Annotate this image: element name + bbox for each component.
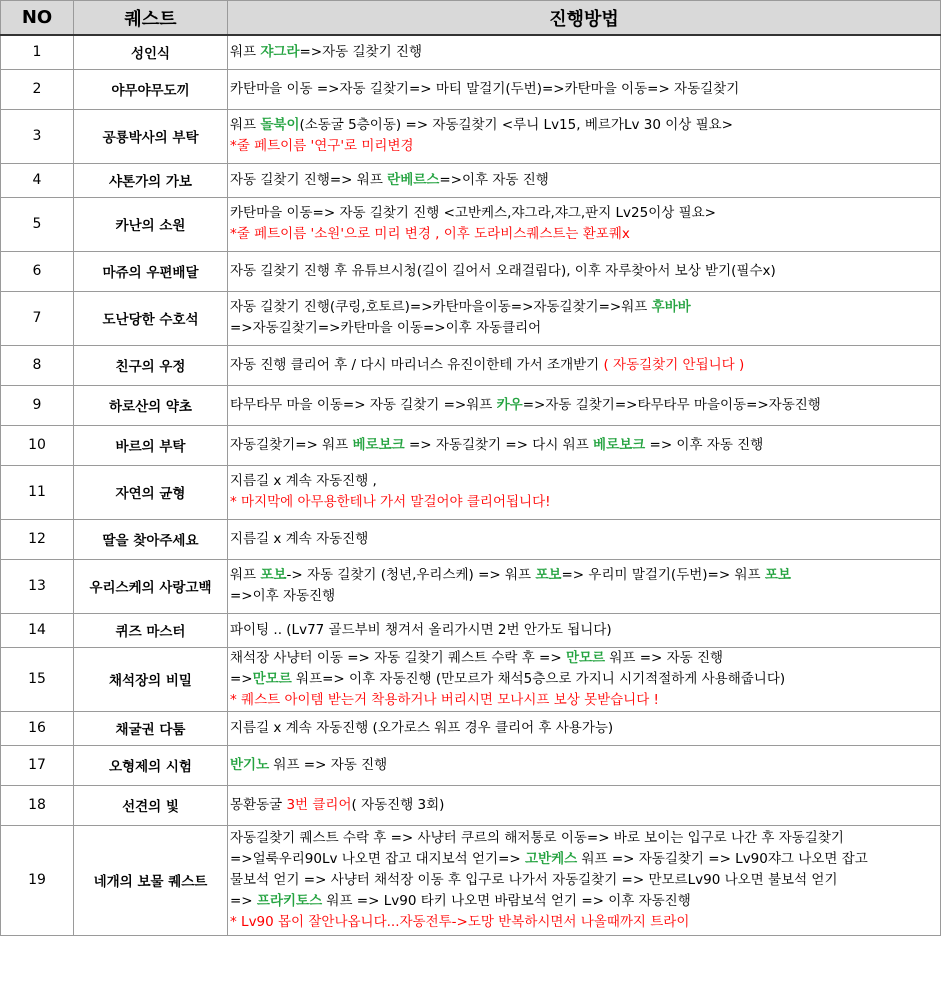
table-row [1, 711, 941, 745]
warp-target-text: 프라키토스 [256, 892, 323, 909]
warp-target-text: 포보 [764, 567, 791, 583]
quest-name: 자연의 균형 [74, 465, 228, 519]
method-text: =>이후 자동진행 [230, 588, 336, 604]
method-line [230, 620, 940, 641]
method-text: =>자동길찾기=>카탄마을 이동=>이후 자동클리어 [230, 320, 542, 336]
method-text: 워프=> 이후 자동진행 (만모르가 채석5층으로 가지니 시기적절하게 사용해줍니다) [291, 670, 786, 687]
row-number: 3 [1, 109, 74, 163]
table-row [1, 559, 941, 613]
quest-method [228, 345, 941, 385]
row-number: 19 [1, 825, 74, 935]
quest-name: 성인식 [74, 35, 228, 69]
method-line [230, 586, 940, 607]
method-text: =>자동 길찾기=>타무타무 마을이동=>자동진행 [522, 396, 821, 413]
method-line [230, 42, 940, 63]
method-line [230, 492, 940, 513]
method-text: 몽환동굴 [230, 796, 287, 813]
warning-text: ( 자동길찾기 안됩니다 ) [603, 356, 745, 373]
table-row [1, 197, 941, 251]
method-text: 카탄마을 이동=> 자동 길찾기 진행 <고반케스,쟈그라,쟈그,판지 Lv25이상 필요> [230, 205, 716, 221]
quest-method [228, 711, 941, 745]
quest-method [228, 251, 941, 291]
method-text: 물보석 얻기 => 사냥터 채석장 이동 후 입구로 나가서 자동길찾기 => 만모르Lv90 나오면 불보석 얻기 [230, 871, 838, 888]
warp-target-text: 고반케스 [525, 850, 578, 867]
row-number: 14 [1, 613, 74, 647]
row-number: 1 [1, 35, 74, 69]
method-text: 자동 길찾기 진행=> 워프 [230, 171, 388, 188]
warp-target-text: 쟈그라 [260, 43, 300, 60]
method-line [230, 471, 940, 492]
method-text: 자동 길찾기 진행(쿠링,호토르)=>카탄마을이동=>자동길찾기=>워프 [230, 299, 652, 315]
warp-target-text: 베로보크 [593, 436, 646, 453]
method-line [230, 136, 940, 157]
method-line [230, 891, 940, 912]
method-text: 워프 [230, 567, 261, 583]
method-line [230, 828, 940, 849]
warp-target-text: 후바바 [651, 299, 691, 315]
quest-name: 오형제의 시험 [74, 745, 228, 785]
warning-text: * 퀘스트 아이템 받는거 착용하거나 버리시면 모나시프 보상 못받습니다 ! [230, 691, 659, 708]
method-line [230, 79, 940, 100]
method-text: =>자동 길찾기 진행 [299, 43, 422, 60]
quest-name: 퀴즈 마스터 [74, 613, 228, 647]
quest-name: 네개의 보물 퀘스트 [74, 825, 228, 935]
table-row [1, 69, 941, 109]
warp-target-text: 반기노 [230, 756, 270, 773]
quest-name: 야무야무도끼 [74, 69, 228, 109]
warp-target-text: 포보 [260, 567, 287, 583]
method-line [230, 261, 940, 282]
warning-text: *줄 페트이름 '연구'로 미리변경 [230, 138, 414, 154]
method-text: (소동굴 5층이동) => 자동길찾기 <루니 Lv15, 베르가Lv 30 이상 필요> [299, 117, 733, 133]
row-number: 9 [1, 385, 74, 425]
table-row [1, 825, 941, 935]
method-line [230, 318, 940, 339]
quest-method [228, 425, 941, 465]
method-line [230, 795, 940, 816]
method-line [230, 669, 940, 690]
warp-target-text: 란베르스 [387, 171, 440, 188]
warp-target-text: 돌북이 [260, 117, 300, 133]
method-text: 채석장 사냥터 이동 => 자동 길찾기 퀘스트 수락 후 => [230, 649, 566, 666]
row-number: 11 [1, 465, 74, 519]
method-text: 자동 길찾기 진행 후 유튜브시청(길이 길어서 오래걸림다), 이후 자루찾아서 보상 받기(필수x) [230, 262, 776, 279]
quest-method [228, 559, 941, 613]
table-row [1, 465, 941, 519]
method-line [230, 690, 940, 711]
table-row [1, 251, 941, 291]
method-line [230, 565, 940, 586]
warp-target-text: 만모르 [565, 649, 606, 666]
method-line [230, 297, 940, 318]
quest-method [228, 613, 941, 647]
method-line [230, 755, 940, 776]
warning-text: * 마지막에 아무용한테나 가서 말걸어야 클리어됩니다! [230, 494, 551, 510]
warp-target-text: 만모르 [252, 670, 292, 687]
method-text: 지름길 x 계속 자동진행 , [230, 473, 377, 489]
method-line [230, 529, 940, 550]
method-text: 워프 => 자동길찾기 => Lv90쟈그 나오면 잡고 [577, 850, 868, 867]
header-quest: 퀘스트 [74, 1, 228, 36]
method-line [230, 170, 940, 191]
warp-target-text: 포보 [535, 567, 562, 583]
table-row [1, 291, 941, 345]
quest-method [228, 291, 941, 345]
row-number: 7 [1, 291, 74, 345]
table-row [1, 109, 941, 163]
method-line [230, 648, 940, 669]
method-text: 자동 진행 클리어 후 / 다시 마리너스 유진이한테 가서 조개받기 [230, 356, 604, 373]
quest-name: 하로산의 약초 [74, 385, 228, 425]
quest-name: 샤톤가의 가보 [74, 163, 228, 197]
quest-name: 채석장의 비밀 [74, 647, 228, 711]
warning-text: *줄 페트이름 '소원'으로 미리 변경 , 이후 도라비스퀘스트는 환포퀘x [230, 226, 630, 242]
warning-text: * Lv90 몹이 잘안나옵니다...자동전투->도망 반복하시면서 나올때까지 트라이 [230, 913, 690, 930]
method-text: 지름길 x 계속 자동진행 (오가로스 워프 경우 클리어 후 사용가능) [230, 719, 614, 736]
method-line [230, 355, 940, 376]
table-row [1, 385, 941, 425]
row-number: 15 [1, 647, 74, 711]
table-row [1, 163, 941, 197]
quest-name: 우리스케의 사랑고백 [74, 559, 228, 613]
method-line [230, 912, 940, 933]
table-row [1, 745, 941, 785]
method-line [230, 849, 940, 870]
method-text: 워프 => 자동 진행 [269, 756, 388, 773]
method-text: -> 자동 길찾기 (청년,우리스케) => 워프 [286, 567, 536, 583]
row-number: 18 [1, 785, 74, 825]
quest-method [228, 825, 941, 935]
method-text: 자동길찾기 퀘스트 수락 후 => 사냥터 쿠르의 해저통로 이동=> 바로 보이는 입구로 나간 후 자동길찾기 [230, 829, 844, 846]
table-row [1, 35, 941, 69]
quest-method [228, 465, 941, 519]
method-line [230, 203, 940, 224]
method-line [230, 718, 940, 739]
method-text: 파이팅 .. (Lv77 골드부비 챙겨서 올리가시면 2번 안가도 됩니다) [230, 621, 612, 638]
quest-name: 딸을 찾아주세요 [74, 519, 228, 559]
row-number: 10 [1, 425, 74, 465]
warning-text: 3번 클리어 [286, 796, 352, 813]
row-number: 16 [1, 711, 74, 745]
method-text: => [230, 892, 257, 909]
row-number: 17 [1, 745, 74, 785]
quest-method [228, 385, 941, 425]
table-row [1, 785, 941, 825]
quest-method [228, 163, 941, 197]
quest-method [228, 519, 941, 559]
method-text: => 우리미 말걸기(두번)=> 워프 [561, 567, 765, 583]
table-row [1, 519, 941, 559]
row-number: 5 [1, 197, 74, 251]
quest-name: 바르의 부탁 [74, 425, 228, 465]
row-number: 6 [1, 251, 74, 291]
method-text: 워프 [230, 117, 261, 133]
row-number: 8 [1, 345, 74, 385]
method-text: => 자동길찾기 => 다시 워프 [404, 436, 594, 453]
method-text: ( 자동진행 3회) [351, 796, 445, 813]
method-text: 타무타무 마을 이동=> 자동 길찾기 =>워프 [230, 396, 497, 413]
method-line [230, 115, 940, 136]
method-text: 카탄마을 이동 =>자동 길찾기=> 마티 말걸기(두번)=>카탄마을 이동=> 자동길찾기 [230, 80, 740, 97]
table-row [1, 425, 941, 465]
quest-name: 친구의 우정 [74, 345, 228, 385]
quest-name: 카난의 소원 [74, 197, 228, 251]
warp-target-text: 카우 [496, 396, 523, 413]
method-text: 워프 => Lv90 타키 나오면 바람보석 얻기 => 이후 자동진행 [322, 892, 691, 909]
table-row [1, 647, 941, 711]
quest-name: 도난당한 수호석 [74, 291, 228, 345]
row-number: 13 [1, 559, 74, 613]
table-row [1, 345, 941, 385]
quest-name: 마쥬의 우편배달 [74, 251, 228, 291]
warp-target-text: 베로보크 [352, 436, 405, 453]
method-line [230, 224, 940, 245]
method-text: =>얼룩우리90Lv 나오면 잡고 대지보석 얻기=> [230, 850, 526, 867]
row-number: 4 [1, 163, 74, 197]
quest-method [228, 197, 941, 251]
row-number: 12 [1, 519, 74, 559]
quest-method [228, 109, 941, 163]
table-row [1, 613, 941, 647]
quest-method [228, 35, 941, 69]
quest-method [228, 785, 941, 825]
method-line [230, 395, 940, 416]
method-text: 지름길 x 계속 자동진행 [230, 530, 369, 547]
table-body [1, 35, 941, 935]
method-line [230, 870, 940, 891]
quest-name: 선견의 빛 [74, 785, 228, 825]
quest-method [228, 647, 941, 711]
method-text: 워프 [230, 43, 261, 60]
quest-method [228, 745, 941, 785]
method-text: 워프 => 자동 진행 [605, 649, 724, 666]
method-text: => 이후 자동 진행 [645, 436, 764, 453]
quest-name: 공룡박사의 부탁 [74, 109, 228, 163]
method-line [230, 435, 940, 456]
header-method: 진행방법 [228, 1, 941, 36]
header-no: NO [1, 1, 74, 36]
table-header [1, 1, 941, 36]
method-text: 자동길찾기=> 워프 [230, 436, 353, 453]
quest-method [228, 69, 941, 109]
method-text: =>이후 자동 진행 [439, 171, 549, 188]
quest-name: 채굴권 다툼 [74, 711, 228, 745]
method-text: => [230, 670, 253, 687]
row-number: 2 [1, 69, 74, 109]
